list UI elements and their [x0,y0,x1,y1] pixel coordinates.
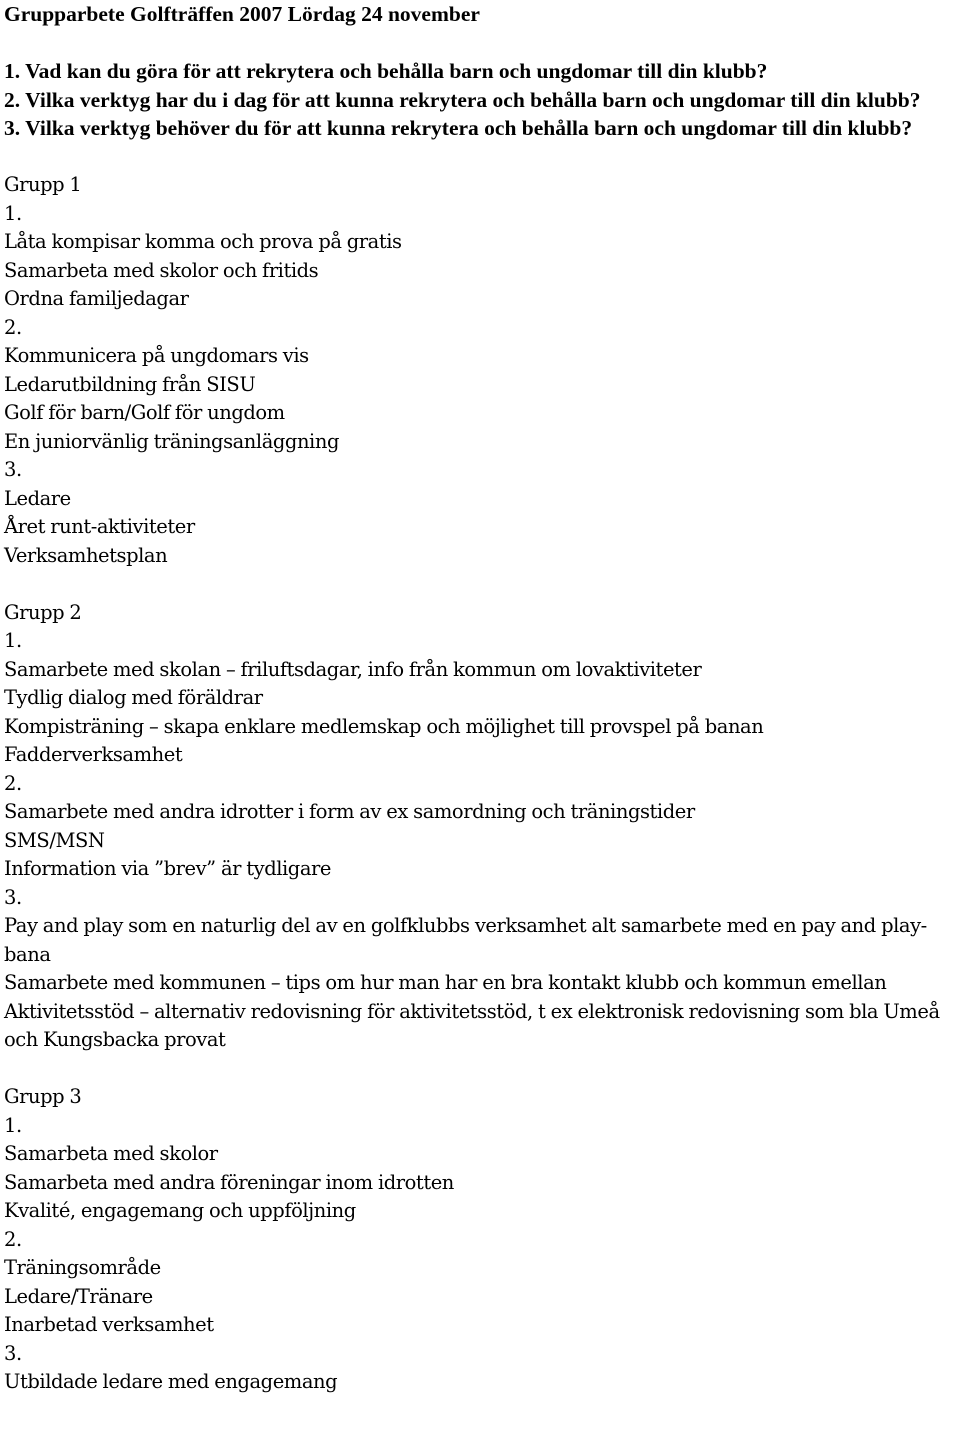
list-item: Kompisträning – skapa enklare medlemskap och möjlighet till provspel på banan [4,714,764,738]
list-item: Samarbete med skolan – friluftsdagar, info från kommun om lovaktiviteter [4,657,702,681]
list-item: Samarbete med andra idrotter i form av ex samordning och träningstider [4,800,695,823]
section-number: 3. [4,885,22,909]
group-heading: Grupp 2 [4,600,82,624]
list-item: Samarbeta med skolor [4,1142,218,1165]
group-heading: Grupp 3 [4,1085,82,1108]
question-list [4,57,956,143]
group-2 [4,599,956,1055]
section-number: 2. [4,1227,22,1251]
group-1 [4,171,956,570]
list-item: Fadderverksamhet [4,743,183,766]
list-item: Information via ”brev” är tydligare [4,857,331,880]
list-item: Inarbetad verksamhet [4,1313,214,1336]
list-item: Ordna familjedagar [4,287,189,310]
question-1: 1. Vad kan du göra för att rekrytera och behålla barn och ungdomar till din klubb? [4,59,768,83]
document-title: Grupparbete Golfträffen 2007 Lördag 24 november [4,2,480,26]
question-3: 3. Vilka verktyg behöver du för att kunna rekrytera och behålla barn och ungdomar till din klubb? [4,116,913,140]
group-3 [4,1083,956,1397]
section-number: 2. [4,315,22,339]
list-item: Verksamhetsplan [4,543,168,567]
list-item: Året runt-aktiviteter [4,515,195,538]
list-item: Pay and play som en naturlig del av en golfklubbs verksamhet alt samarbete med en pay and play-bana [4,914,927,966]
list-item: Aktivitetsstöd – alternativ redovisning för aktivitetsstöd, t ex elektronisk redovisning som bla Umeå och Kungsbacka provat [4,999,940,1051]
list-item: Ledare/Tränare [4,1284,153,1308]
section-number: 3. [4,1341,22,1365]
section-number: 1. [4,1113,22,1137]
group-heading: Grupp 1 [4,173,82,196]
list-item: Ledarutbildning från SISU [4,372,256,396]
list-item: Träningsområde [4,1256,161,1279]
section-number: 2. [4,771,22,795]
list-item: Kommunicera på ungdomars vis [4,344,309,367]
section-number: 3. [4,458,22,481]
list-item: En juniorvänlig träningsanläggning [4,429,339,453]
list-item: Låta kompisar komma och prova på gratis [4,230,402,253]
question-2: 2. Vilka verktyg har du i dag för att kunna rekrytera och behålla barn och ungdomar till din klubb? [4,87,921,112]
section-number: 1. [4,629,22,652]
list-item: Golf för barn/Golf för ungdom [4,401,285,424]
list-item: Tydlig dialog med föräldrar [4,686,263,709]
list-item: Ledare [4,486,71,510]
list-item: Samarbeta med skolor och fritids [4,258,319,282]
list-item: Utbildade ledare med engagemang [4,1370,338,1393]
list-item: SMS/MSN [4,828,105,852]
list-item: Samarbeta med andra föreningar inom idrotten [4,1170,454,1194]
section-number: 1. [4,201,22,225]
list-item: Kvalité, engagemang och uppföljning [4,1199,356,1222]
list-item: Samarbete med kommunen – tips om hur man har en bra kontakt klubb och kommun emellan [4,971,887,994]
